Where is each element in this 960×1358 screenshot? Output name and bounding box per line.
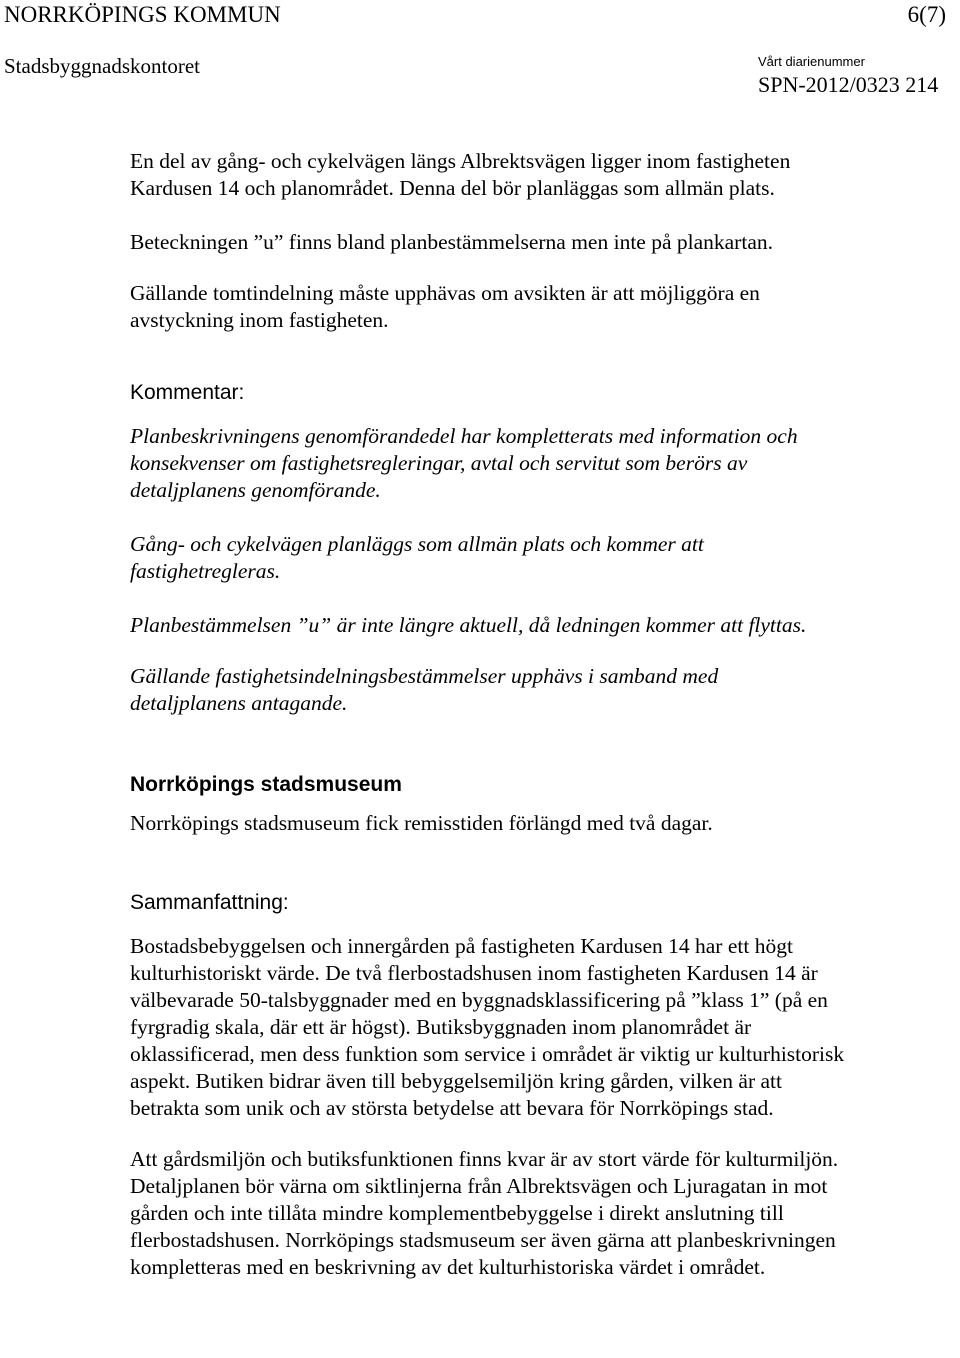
organization-name: NORRKÖPINGS KOMMUN [4, 2, 281, 27]
comment-paragraph-4: Gällande fastighetsindelningsbestämmelser upphävs i samband med detaljplanens antagande. [130, 664, 719, 715]
paragraph-walkway: En del av gång- och cykelvägen längs Albrektsvägen ligger inom fastigheten Kardusen 14 och planområdet. Denna del bör planläggas som allmän plats. [130, 149, 791, 200]
document-body [130, 148, 930, 1281]
paragraph-plot-division: Gällande tomtindelning måste upphävas om avsikten är att möjliggöra en avstyckning inom fastigheten. [130, 281, 760, 332]
summary-paragraph-1: Bostadsbebyggelsen och innergården på fastigheten Kardusen 14 har ett högt kulturhistoriskt värde. De två flerbostadshusen inom fastigheten Kardusen 14 är välbevarade 50-talsbyggnader med en byggnadsklassificering på ”klass 1” (på en fyrgradig skala, där ett är högst). Butiksbyggnaden inom planområdet är oklassificerad, men dess funktion som service i området är viktig ur kulturhistorisk aspekt. Butiken bidrar även till bebyggelsemiljön kring gården, vilken är att betrakta som unik och av största betydelse att bevara för Norrköpings stad. [130, 934, 845, 1120]
summary-heading: Sammanfattning: [130, 891, 289, 914]
comment-heading: Kommentar: [130, 381, 245, 404]
comment-paragraph-2: Gång- och cykelvägen planläggs som allmän plats och kommer att fastighetregleras. [130, 532, 704, 583]
museum-intro: Norrköpings stadsmuseum fick remisstiden förlängd med två dagar. [130, 811, 713, 835]
reference-number: SPN-2012/0323 214 [758, 72, 939, 97]
reference-label: Vårt diarienummer [758, 54, 865, 69]
office-name: Stadsbyggnadskontoret [4, 54, 200, 78]
paragraph-designation: Beteckningen ”u” finns bland planbestämmelserna men inte på plankartan. [130, 230, 773, 254]
section-heading-museum: Norrköpings stadsmuseum [130, 773, 402, 796]
page-number: 6(7) [907, 2, 946, 27]
comment-paragraph-3: Planbestämmelsen ”u” är inte längre aktuell, då ledningen kommer att flyttas. [130, 613, 807, 637]
summary-paragraph-2: Att gårdsmiljön och butiksfunktionen finns kvar är av stort värde för kulturmiljön. Detaljplanen bör värna om siktlinjerna från Albrektsvägen och Ljuragatan in mot gården och inte tillåta mindre komplementbebyggelse i direkt anslutning till flerbostadshusen. Norrköpings stadsmuseum ser även gärna att planbeskrivningen kompletteras med en beskrivning av det kulturhistoriska värdet i området. [130, 1147, 839, 1279]
comment-paragraph-1: Planbeskrivningens genomförandedel har kompletterats med information och konsekvenser om fastighetsregleringar, avtal och servitut som berörs av detaljplanens genomförande. [130, 424, 798, 502]
